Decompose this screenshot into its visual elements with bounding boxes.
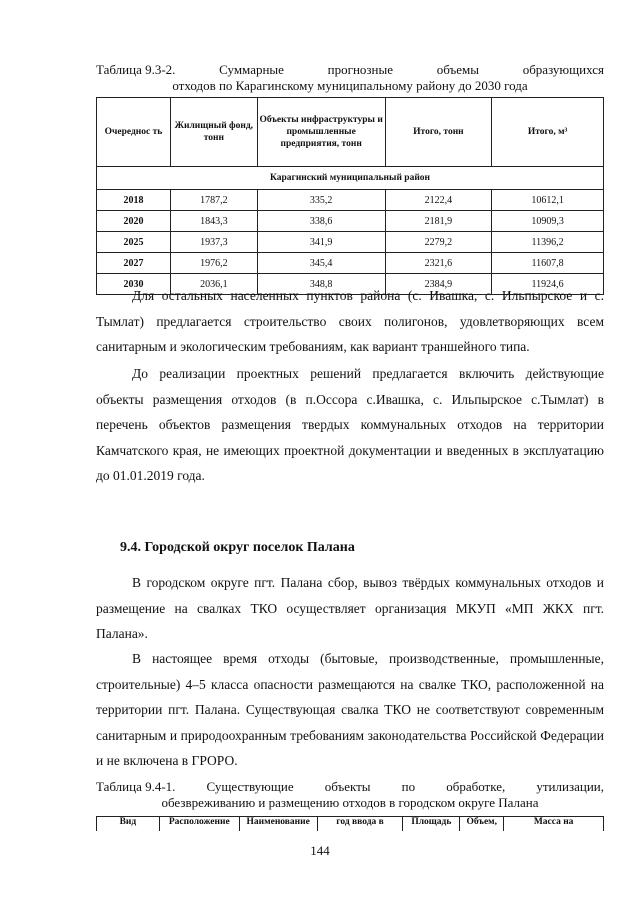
table1-caption-num: Таблица 9.3-2. [96,62,176,77]
table-cell: 338,6 [257,211,385,232]
table-cell: 10612,1 [492,190,604,211]
header-cell: Наименование [239,817,317,832]
table-row [97,211,604,232]
table-header-row [97,98,604,167]
table1-caption-line2: отходов по Карагинскому муниципальному району до 2030 года [172,78,528,93]
table-cell: 2036,1 [170,274,257,295]
table-row [97,253,604,274]
header-cell: год ввода в [317,817,403,832]
table-cell: 2279,2 [385,232,492,253]
table-cell: 1843,3 [170,211,257,232]
table-cell: 2030 [97,274,171,295]
header-cell: Площадь [403,817,460,832]
table-cell: 2018 [97,190,171,211]
table-cell: 1976,2 [170,253,257,274]
table-cell: 2384,9 [385,274,492,295]
table2-caption-word: по [401,779,416,794]
table1-caption-word: объемы [436,62,479,77]
table-row [97,190,604,211]
paragraph: В настоящее время отходы (бытовые, производственные, промышленные, строительные) 4–5 класса опасности размещаются на свалке ТКО, расположенной на территории пгт. Палана. Существующая свалка ТКО не соответствуют современным санитарным и природоохранным требованиям законодательства Российской Федерации и не включена в ГРОРО. [96,651,604,768]
table-cell: 11924,6 [492,274,604,295]
header-cell: Очереднос ть [97,98,171,167]
page-number: 144 [310,843,330,858]
paragraph: До реализации проектных решений предлагается включить действующие объекты размещения отходов (в п.Оссора с.Ивашка, с. Ильпырское с.Тымлат) в перечень объектов размещения твердых коммунальных отходов на территории Камчатского края, не имеющих проектной документации и введенных в эксплуатацию до 01.01.2019 года. [96,366,604,483]
table-cell: 2025 [97,232,171,253]
header-cell: Масса на [504,817,604,832]
table2-caption-line2: обезвреживанию и размещению отходов в городском округе Палана [161,795,539,810]
table-row [97,232,604,253]
header-cell: Итого, м³ [492,98,604,167]
table-header-row [97,817,604,832]
paragraph: В городском округе пгт. Палана сбор, вывоз твёрдых коммунальных отходов и размещение на свалках ТКО осуществляет организация МКУП «МП ЖКХ пгт. Палана». [96,575,604,641]
table-cell: 2122,4 [385,190,492,211]
table1-caption [96,62,604,94]
table-cell: 10909,3 [492,211,604,232]
table-cell: 11396,2 [492,232,604,253]
table2-caption-word: утилизации, [536,779,604,794]
table1-caption-word: прогнозные [327,62,393,77]
table-cell: 2181,9 [385,211,492,232]
table1-caption-word: Суммарные [219,62,284,77]
table1-caption-word: образующихся [522,62,604,77]
header-cell: Жилищный фонд, тонн [170,98,257,167]
table-cell: 11607,8 [492,253,604,274]
table-cell: 335,2 [257,190,385,211]
facilities-table [96,816,604,831]
section-heading: 9.4. Городской округ поселок Палана [120,540,355,555]
header-cell: Объекты инфраструктуры и промышленные предприятия, тонн [257,98,385,167]
paragraph: Для остальных населенных пунктов района (с. Ивашка, с. Ильпырское и с. Тымлат) предлагается строительство своих полигонов, удовлетворяющих всем санитарным и экологическим требованиям, как вариант траншейного типа. [96,288,604,354]
region-cell: Карагинский муниципальный район [97,167,604,190]
header-cell: Расположение [159,817,239,832]
header-cell: Вид [97,817,160,832]
table-cell: 1937,3 [170,232,257,253]
table-cell: 2027 [97,253,171,274]
table2-caption [96,779,604,811]
table-cell: 341,9 [257,232,385,253]
table2-caption-word: объекты [324,779,371,794]
table-cell: 345,4 [257,253,385,274]
table-cell: 2321,6 [385,253,492,274]
region-row [97,167,604,190]
table-cell: 1787,2 [170,190,257,211]
table2-caption-word: Существующие [206,779,294,794]
table2-caption-num: Таблица 9.4-1. [96,779,176,794]
header-cell: Объем, [460,817,504,832]
forecast-table [96,97,604,295]
table-cell: 2020 [97,211,171,232]
table2-caption-word: обработке, [446,779,506,794]
table-cell: 348,8 [257,274,385,295]
header-cell: Итого, тонн [385,98,492,167]
